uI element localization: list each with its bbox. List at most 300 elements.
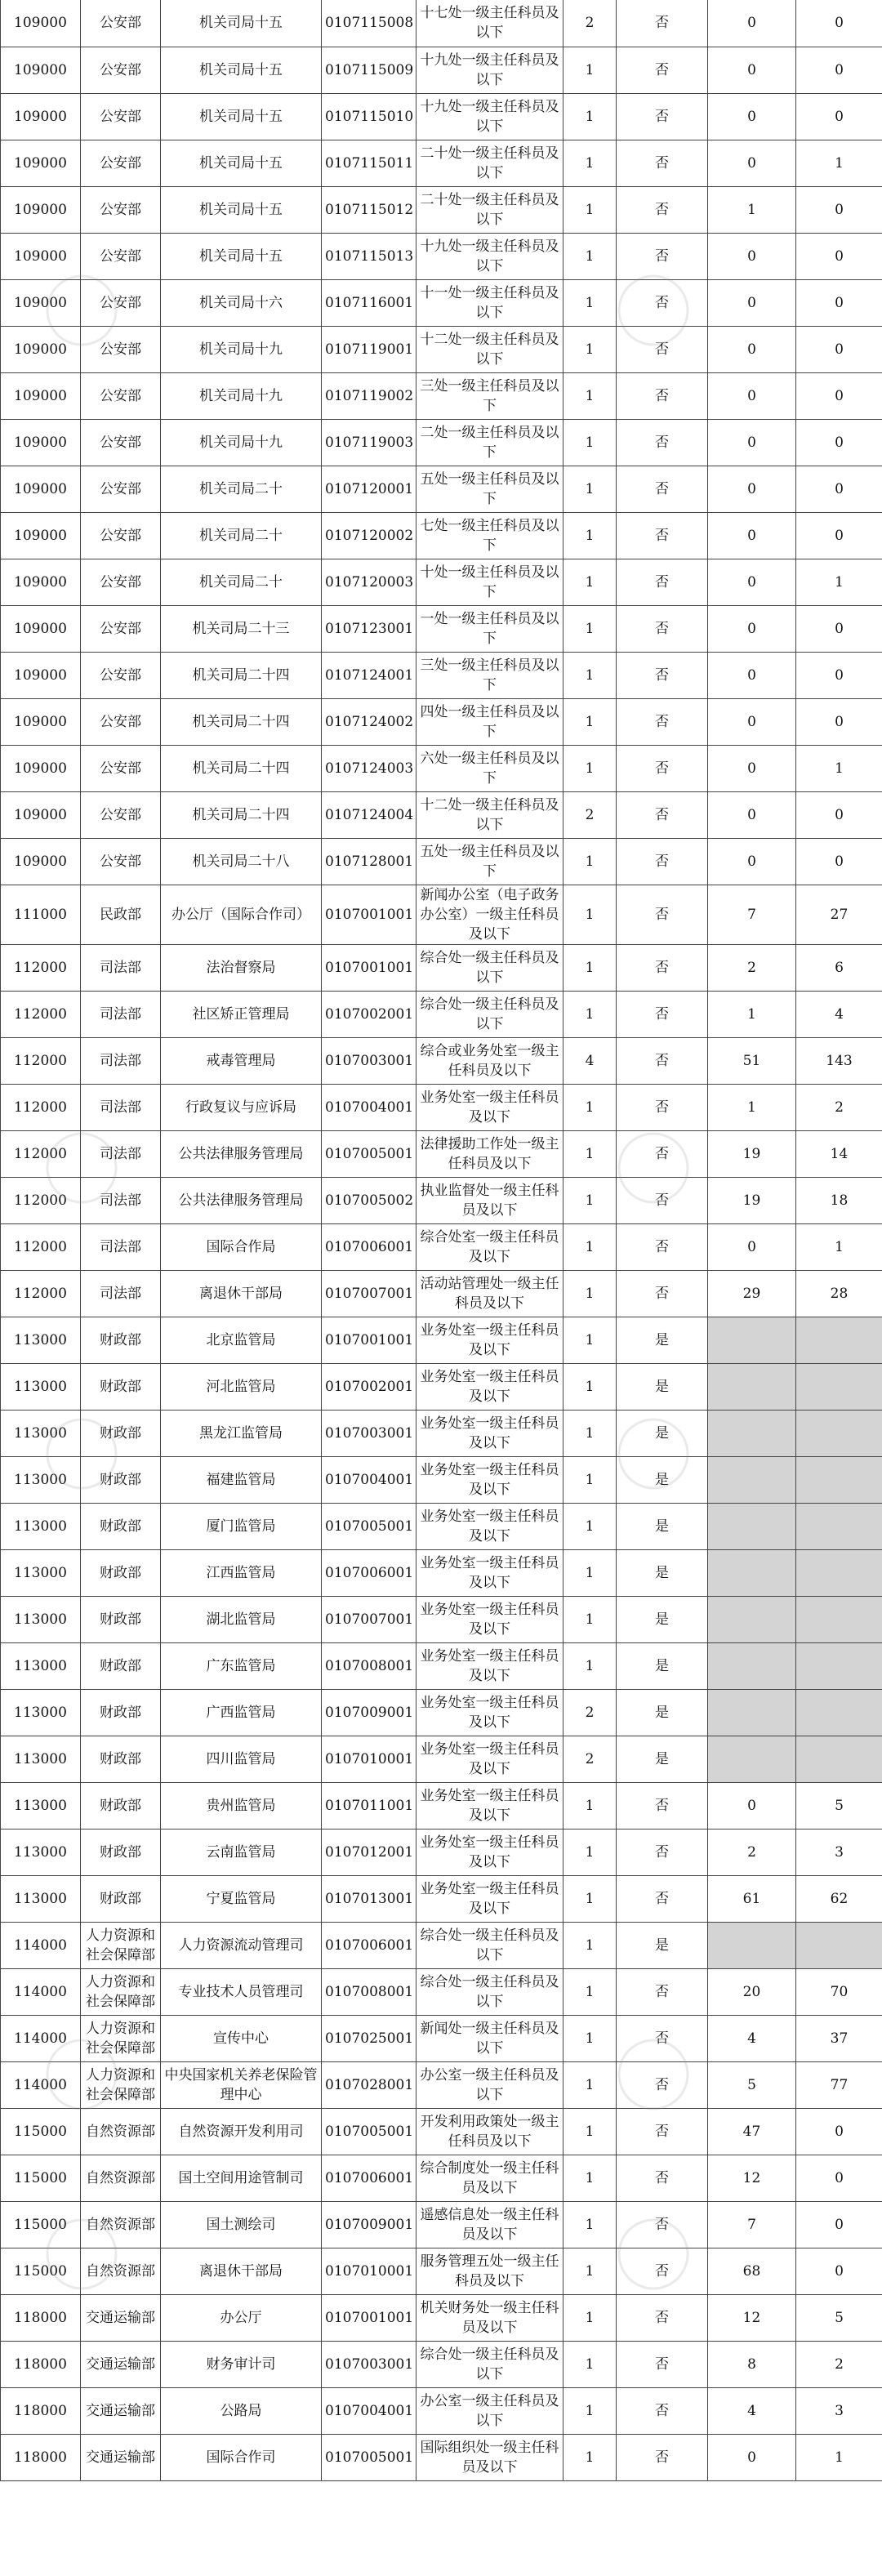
dept-code-cell: 109000 <box>1 233 81 279</box>
dept-code-cell: 109000 <box>1 326 81 372</box>
unit-cell: 江西监管局 <box>161 1549 322 1596</box>
table-row <box>1 419 882 466</box>
unit-cell: 国土测绘司 <box>161 2201 322 2248</box>
limit-cell: 否 <box>617 559 708 605</box>
position-code-cell: 0107010001 <box>322 2248 416 2294</box>
count-a-cell <box>708 1922 796 1968</box>
position-title-cell: 执业监督处一级主任科员及以下 <box>416 1177 564 1223</box>
table-row <box>1 2015 882 2061</box>
recruit-num-cell: 1 <box>564 944 617 991</box>
recruit-num-cell: 1 <box>564 372 617 419</box>
dept-code-cell: 109000 <box>1 838 81 885</box>
table-row <box>1 1642 882 1689</box>
dept-name-cell: 财政部 <box>81 1549 161 1596</box>
limit-cell: 否 <box>617 419 708 466</box>
table-row <box>1 1456 882 1503</box>
position-title-cell: 法律援助工作处一级主任科员及以下 <box>416 1130 564 1177</box>
count-a-cell: 0 <box>708 372 796 419</box>
table-row <box>1 2201 882 2248</box>
position-title-cell: 业务处室一级主任科员及以下 <box>416 1689 564 1736</box>
position-title-cell: 五处一级主任科员及以下 <box>416 466 564 512</box>
position-title-cell: 业务处室一级主任科员及以下 <box>416 1084 564 1130</box>
table-row <box>1 1596 882 1642</box>
position-code-cell: 0107006001 <box>322 1922 416 1968</box>
count-a-cell <box>708 1317 796 1363</box>
table-row <box>1 1317 882 1363</box>
position-title-cell: 二处一级主任科员及以下 <box>416 419 564 466</box>
count-b-cell: 5 <box>796 2294 882 2341</box>
position-title-cell: 十九处一级主任科员及以下 <box>416 93 564 140</box>
count-a-cell <box>708 1456 796 1503</box>
table-row <box>1 279 882 326</box>
table-row <box>1 233 882 279</box>
unit-cell: 离退休干部局 <box>161 1270 322 1317</box>
count-a-cell <box>708 1642 796 1689</box>
count-a-cell: 47 <box>708 2108 796 2155</box>
unit-cell: 戒毒管理局 <box>161 1037 322 1084</box>
dept-code-cell: 109000 <box>1 372 81 419</box>
table-row <box>1 1130 882 1177</box>
unit-cell: 机关司局十九 <box>161 326 322 372</box>
limit-cell: 否 <box>617 372 708 419</box>
position-title-cell: 综合处一级主任科员及以下 <box>416 1922 564 1968</box>
unit-cell: 北京监管局 <box>161 1317 322 1363</box>
table-row <box>1 1782 882 1829</box>
limit-cell: 否 <box>617 2201 708 2248</box>
position-title-cell: 国际组织处一级主任科员及以下 <box>416 2434 564 2480</box>
dept-code-cell: 115000 <box>1 2201 81 2248</box>
dept-code-cell: 109000 <box>1 0 81 47</box>
dept-name-cell: 财政部 <box>81 1829 161 1875</box>
count-a-cell <box>708 1596 796 1642</box>
position-code-cell: 0107012001 <box>322 1829 416 1875</box>
table-row <box>1 1968 882 2015</box>
unit-cell: 人力资源流动管理司 <box>161 1922 322 1968</box>
recruit-num-cell: 1 <box>564 1270 617 1317</box>
limit-cell: 否 <box>617 512 708 559</box>
count-b-cell: 0 <box>796 2248 882 2294</box>
count-a-cell: 19 <box>708 1177 796 1223</box>
dept-name-cell: 公安部 <box>81 605 161 652</box>
count-a-cell: 0 <box>708 279 796 326</box>
position-title-cell: 新闻处一级主任科员及以下 <box>416 2015 564 2061</box>
recruit-num-cell: 1 <box>564 1875 617 1922</box>
dept-code-cell: 112000 <box>1 1270 81 1317</box>
position-title-cell: 综合处一级主任科员及以下 <box>416 1968 564 2015</box>
count-a-cell <box>708 1689 796 1736</box>
count-a-cell: 0 <box>708 791 796 838</box>
dept-code-cell: 113000 <box>1 1642 81 1689</box>
count-b-cell <box>796 1456 882 1503</box>
count-b-cell: 2 <box>796 2341 882 2387</box>
limit-cell: 否 <box>617 838 708 885</box>
dept-name-cell: 财政部 <box>81 1642 161 1689</box>
recruit-num-cell: 1 <box>564 652 617 698</box>
recruit-num-cell: 1 <box>564 1130 617 1177</box>
dept-name-cell: 财政部 <box>81 1456 161 1503</box>
recruit-num-cell: 1 <box>564 2015 617 2061</box>
dept-name-cell: 公安部 <box>81 47 161 93</box>
limit-cell: 否 <box>617 279 708 326</box>
position-code-cell: 0107119003 <box>322 419 416 466</box>
position-code-cell: 0107007001 <box>322 1596 416 1642</box>
table-body <box>1 0 882 2480</box>
dept-code-cell: 114000 <box>1 2015 81 2061</box>
unit-cell: 机关司局二十四 <box>161 698 322 745</box>
recruit-num-cell: 1 <box>564 2341 617 2387</box>
count-b-cell <box>796 1363 882 1410</box>
recruit-num-cell: 1 <box>564 1596 617 1642</box>
position-code-cell: 0107115012 <box>322 186 416 233</box>
limit-cell: 是 <box>617 1596 708 1642</box>
dept-code-cell: 109000 <box>1 279 81 326</box>
count-a-cell: 29 <box>708 1270 796 1317</box>
unit-cell: 机关司局二十四 <box>161 745 322 791</box>
position-title-cell: 七处一级主任科员及以下 <box>416 512 564 559</box>
limit-cell: 否 <box>617 605 708 652</box>
position-title-cell: 综合处一级主任科员及以下 <box>416 991 564 1037</box>
position-code-cell: 0107115010 <box>322 93 416 140</box>
count-b-cell: 0 <box>796 0 882 47</box>
limit-cell: 否 <box>617 2387 708 2434</box>
count-b-cell <box>796 1922 882 1968</box>
dept-code-cell: 111000 <box>1 885 81 944</box>
dept-name-cell: 交通运输部 <box>81 2434 161 2480</box>
table-row <box>1 2341 882 2387</box>
recruit-num-cell: 1 <box>564 93 617 140</box>
recruit-num-cell: 1 <box>564 2155 617 2201</box>
count-b-cell: 1 <box>796 140 882 186</box>
dept-name-cell: 公安部 <box>81 326 161 372</box>
count-b-cell: 0 <box>796 466 882 512</box>
dept-name-cell: 交通运输部 <box>81 2341 161 2387</box>
count-a-cell <box>708 1410 796 1456</box>
dept-code-cell: 115000 <box>1 2155 81 2201</box>
unit-cell: 黑龙江监管局 <box>161 1410 322 1456</box>
limit-cell: 否 <box>617 1782 708 1829</box>
position-code-cell: 0107009001 <box>322 2201 416 2248</box>
dept-name-cell: 财政部 <box>81 1317 161 1363</box>
recruit-num-cell: 1 <box>564 2387 617 2434</box>
recruit-num-cell: 1 <box>564 2061 617 2108</box>
unit-cell: 宣传中心 <box>161 2015 322 2061</box>
count-a-cell <box>708 1363 796 1410</box>
unit-cell: 办公厅（国际合作司） <box>161 885 322 944</box>
dept-code-cell: 113000 <box>1 1549 81 1596</box>
position-code-cell: 0107003001 <box>322 2341 416 2387</box>
limit-cell: 否 <box>617 2015 708 2061</box>
unit-cell: 机关司局十五 <box>161 0 322 47</box>
table-row <box>1 140 882 186</box>
dept-name-cell: 司法部 <box>81 1223 161 1270</box>
dept-name-cell: 司法部 <box>81 1130 161 1177</box>
limit-cell: 否 <box>617 2061 708 2108</box>
unit-cell: 行政复议与应诉局 <box>161 1084 322 1130</box>
count-a-cell: 0 <box>708 93 796 140</box>
table-row <box>1 93 882 140</box>
dept-code-cell: 113000 <box>1 1596 81 1642</box>
unit-cell: 办公厅 <box>161 2294 322 2341</box>
dept-name-cell: 司法部 <box>81 1037 161 1084</box>
count-b-cell: 4 <box>796 991 882 1037</box>
position-code-cell: 0107001001 <box>322 1317 416 1363</box>
limit-cell: 否 <box>617 233 708 279</box>
position-title-cell: 业务处室一级主任科员及以下 <box>416 1642 564 1689</box>
count-b-cell: 0 <box>796 326 882 372</box>
limit-cell: 否 <box>617 652 708 698</box>
dept-name-cell: 公安部 <box>81 372 161 419</box>
count-b-cell: 0 <box>796 652 882 698</box>
unit-cell: 专业技术人员管理司 <box>161 1968 322 2015</box>
recruit-num-cell: 4 <box>564 1037 617 1084</box>
count-a-cell: 12 <box>708 2294 796 2341</box>
dept-code-cell: 113000 <box>1 1503 81 1549</box>
dept-code-cell: 109000 <box>1 47 81 93</box>
limit-cell: 是 <box>617 1689 708 1736</box>
limit-cell: 否 <box>617 466 708 512</box>
position-code-cell: 0107124002 <box>322 698 416 745</box>
unit-cell: 社区矫正管理局 <box>161 991 322 1037</box>
position-title-cell: 四处一级主任科员及以下 <box>416 698 564 745</box>
position-code-cell: 0107123001 <box>322 605 416 652</box>
count-b-cell <box>796 1689 882 1736</box>
table-row <box>1 1270 882 1317</box>
position-code-cell: 0107124004 <box>322 791 416 838</box>
count-b-cell: 3 <box>796 1829 882 1875</box>
limit-cell: 否 <box>617 885 708 944</box>
dept-code-cell: 113000 <box>1 1456 81 1503</box>
limit-cell: 否 <box>617 745 708 791</box>
position-code-cell: 0107120002 <box>322 512 416 559</box>
position-code-cell: 0107119002 <box>322 372 416 419</box>
table-row <box>1 2387 882 2434</box>
limit-cell: 否 <box>617 186 708 233</box>
count-b-cell: 5 <box>796 1782 882 1829</box>
position-title-cell: 业务处室一级主任科员及以下 <box>416 1875 564 1922</box>
count-b-cell: 1 <box>796 2434 882 2480</box>
position-code-cell: 0107013001 <box>322 1875 416 1922</box>
dept-name-cell: 财政部 <box>81 1363 161 1410</box>
dept-name-cell: 公安部 <box>81 791 161 838</box>
unit-cell: 机关司局十五 <box>161 186 322 233</box>
dept-code-cell: 113000 <box>1 1317 81 1363</box>
position-title-cell: 活动站管理处一级主任科员及以下 <box>416 1270 564 1317</box>
dept-name-cell: 公安部 <box>81 140 161 186</box>
unit-cell: 机关司局十九 <box>161 372 322 419</box>
position-title-cell: 业务处室一级主任科员及以下 <box>416 1503 564 1549</box>
limit-cell: 否 <box>617 2294 708 2341</box>
limit-cell: 是 <box>617 1363 708 1410</box>
dept-name-cell: 司法部 <box>81 991 161 1037</box>
count-a-cell <box>708 1736 796 1782</box>
limit-cell: 否 <box>617 1968 708 2015</box>
dept-name-cell: 公安部 <box>81 279 161 326</box>
position-title-cell: 五处一级主任科员及以下 <box>416 838 564 885</box>
table-row <box>1 991 882 1037</box>
position-title-cell: 综合处室一级主任科员及以下 <box>416 1223 564 1270</box>
position-title-cell: 机关财务处一级主任科员及以下 <box>416 2294 564 2341</box>
table-row <box>1 1410 882 1456</box>
position-title-cell: 业务处室一级主任科员及以下 <box>416 1782 564 1829</box>
dept-name-cell: 公安部 <box>81 838 161 885</box>
count-a-cell: 2 <box>708 1829 796 1875</box>
table-row <box>1 2294 882 2341</box>
count-a-cell: 0 <box>708 326 796 372</box>
count-a-cell: 0 <box>708 2434 796 2480</box>
dept-name-cell: 公安部 <box>81 745 161 791</box>
unit-cell: 法治督察局 <box>161 944 322 991</box>
count-b-cell: 0 <box>796 233 882 279</box>
position-code-cell: 0107008001 <box>322 1968 416 2015</box>
unit-cell: 财务审计司 <box>161 2341 322 2387</box>
unit-cell: 河北监管局 <box>161 1363 322 1410</box>
count-b-cell: 143 <box>796 1037 882 1084</box>
count-b-cell <box>796 1503 882 1549</box>
dept-code-cell: 109000 <box>1 791 81 838</box>
dept-name-cell: 人力资源和社会保障部 <box>81 2015 161 2061</box>
limit-cell: 是 <box>617 1642 708 1689</box>
limit-cell: 是 <box>617 1317 708 1363</box>
dept-name-cell: 公安部 <box>81 559 161 605</box>
limit-cell: 否 <box>617 1875 708 1922</box>
count-a-cell: 0 <box>708 559 796 605</box>
dept-code-cell: 112000 <box>1 944 81 991</box>
dept-code-cell: 112000 <box>1 1130 81 1177</box>
dept-code-cell: 109000 <box>1 419 81 466</box>
position-title-cell: 十二处一级主任科员及以下 <box>416 326 564 372</box>
limit-cell: 是 <box>617 1456 708 1503</box>
dept-code-cell: 109000 <box>1 93 81 140</box>
unit-cell: 广东监管局 <box>161 1642 322 1689</box>
count-a-cell: 1 <box>708 186 796 233</box>
unit-cell: 机关司局二十 <box>161 559 322 605</box>
recruit-num-cell: 1 <box>564 279 617 326</box>
position-title-cell: 十处一级主任科员及以下 <box>416 559 564 605</box>
position-code-cell: 0107025001 <box>322 2015 416 2061</box>
limit-cell: 否 <box>617 140 708 186</box>
position-code-cell: 0107005002 <box>322 1177 416 1223</box>
count-b-cell: 62 <box>796 1875 882 1922</box>
count-a-cell: 0 <box>708 745 796 791</box>
limit-cell: 否 <box>617 1829 708 1875</box>
count-a-cell <box>708 1549 796 1596</box>
table-row <box>1 2248 882 2294</box>
table-row <box>1 1084 882 1130</box>
table-row <box>1 372 882 419</box>
count-b-cell <box>796 1410 882 1456</box>
count-b-cell <box>796 1736 882 1782</box>
recruit-num-cell: 1 <box>564 698 617 745</box>
limit-cell: 否 <box>617 93 708 140</box>
position-code-cell: 0107003001 <box>322 1037 416 1084</box>
unit-cell: 机关司局二十四 <box>161 652 322 698</box>
count-a-cell: 0 <box>708 698 796 745</box>
position-code-cell: 0107011001 <box>322 1782 416 1829</box>
dept-name-cell: 财政部 <box>81 1503 161 1549</box>
count-a-cell: 7 <box>708 885 796 944</box>
dept-name-cell: 交通运输部 <box>81 2387 161 2434</box>
count-b-cell <box>796 1596 882 1642</box>
limit-cell: 否 <box>617 2155 708 2201</box>
recruit-num-cell: 1 <box>564 233 617 279</box>
limit-cell: 否 <box>617 1270 708 1317</box>
count-a-cell: 8 <box>708 2341 796 2387</box>
count-a-cell: 0 <box>708 1782 796 1829</box>
unit-cell: 厦门监管局 <box>161 1503 322 1549</box>
dept-name-cell: 财政部 <box>81 1410 161 1456</box>
count-a-cell: 51 <box>708 1037 796 1084</box>
limit-cell: 否 <box>617 0 708 47</box>
table-row <box>1 1689 882 1736</box>
recruit-num-cell: 1 <box>564 1642 617 1689</box>
position-code-cell: 0107124003 <box>322 745 416 791</box>
dept-code-cell: 115000 <box>1 2248 81 2294</box>
recruit-num-cell: 1 <box>564 2201 617 2248</box>
count-b-cell: 0 <box>796 93 882 140</box>
limit-cell: 是 <box>617 1503 708 1549</box>
position-code-cell: 0107008001 <box>322 1642 416 1689</box>
position-title-cell: 十一处一级主任科员及以下 <box>416 279 564 326</box>
unit-cell: 机关司局十五 <box>161 140 322 186</box>
count-b-cell: 70 <box>796 1968 882 2015</box>
limit-cell: 否 <box>617 944 708 991</box>
dept-code-cell: 112000 <box>1 1037 81 1084</box>
dept-name-cell: 公安部 <box>81 186 161 233</box>
position-title-cell: 三处一级主任科员及以下 <box>416 372 564 419</box>
position-code-cell: 0107004001 <box>322 1456 416 1503</box>
recruit-num-cell: 1 <box>564 326 617 372</box>
count-b-cell: 0 <box>796 698 882 745</box>
position-code-cell: 0107004001 <box>322 1084 416 1130</box>
recruit-num-cell: 1 <box>564 2294 617 2341</box>
position-code-cell: 0107006001 <box>322 1549 416 1596</box>
recruit-num-cell: 1 <box>564 2248 617 2294</box>
table-row <box>1 2108 882 2155</box>
count-a-cell <box>708 1503 796 1549</box>
count-b-cell: 1 <box>796 1223 882 1270</box>
unit-cell: 宁夏监管局 <box>161 1875 322 1922</box>
count-a-cell: 4 <box>708 2387 796 2434</box>
table-row <box>1 1875 882 1922</box>
unit-cell: 福建监管局 <box>161 1456 322 1503</box>
position-code-cell: 0107119001 <box>322 326 416 372</box>
position-code-cell: 0107004001 <box>322 2387 416 2434</box>
dept-code-cell: 112000 <box>1 1223 81 1270</box>
table-row <box>1 326 882 372</box>
position-code-cell: 0107116001 <box>322 279 416 326</box>
unit-cell: 机关司局十五 <box>161 93 322 140</box>
count-a-cell: 0 <box>708 233 796 279</box>
unit-cell: 湖北监管局 <box>161 1596 322 1642</box>
position-title-cell: 遥感信息处一级主任科员及以下 <box>416 2201 564 2248</box>
position-title-cell: 二十处一级主任科员及以下 <box>416 140 564 186</box>
position-code-cell: 0107115011 <box>322 140 416 186</box>
unit-cell: 云南监管局 <box>161 1829 322 1875</box>
position-title-cell: 业务处室一级主任科员及以下 <box>416 1736 564 1782</box>
count-a-cell: 0 <box>708 140 796 186</box>
count-a-cell: 0 <box>708 838 796 885</box>
unit-cell: 机关司局二十 <box>161 512 322 559</box>
count-a-cell: 0 <box>708 466 796 512</box>
recruit-num-cell: 1 <box>564 419 617 466</box>
dept-name-cell: 司法部 <box>81 1084 161 1130</box>
position-code-cell: 0107003001 <box>322 1410 416 1456</box>
table-row <box>1 1549 882 1596</box>
recruit-num-cell: 1 <box>564 745 617 791</box>
dept-code-cell: 113000 <box>1 1875 81 1922</box>
position-title-cell: 综合处一级主任科员及以下 <box>416 2341 564 2387</box>
count-a-cell: 4 <box>708 2015 796 2061</box>
